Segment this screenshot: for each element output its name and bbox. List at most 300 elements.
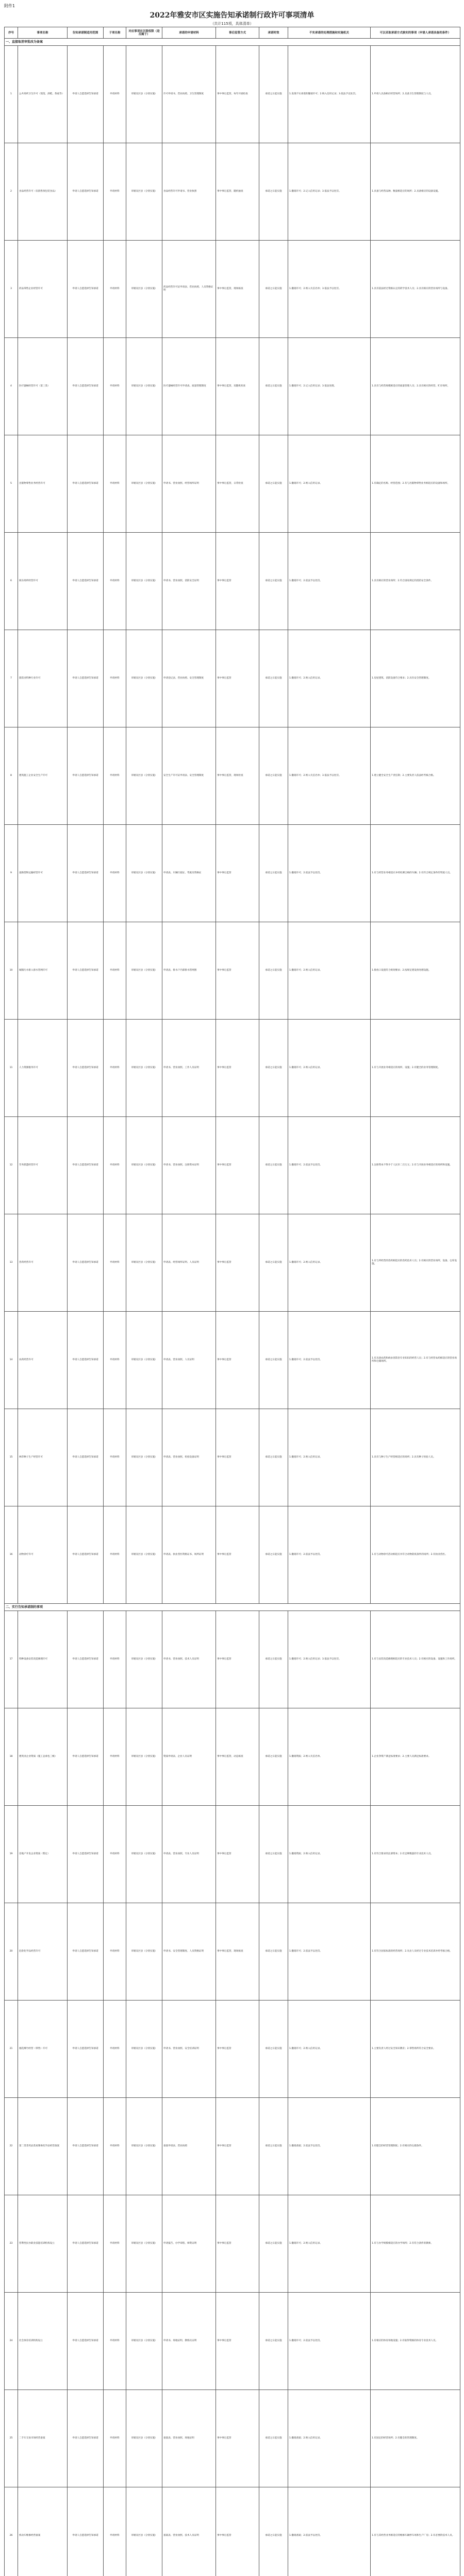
cell-supervision: 事中事后监管 xyxy=(216,1117,259,1214)
header-cell: 告知承诺制适用范围 xyxy=(68,27,104,39)
cell-verify: 1.有与所经营的兽药相适应的兽药技术人员；2.有相应的营业场所、设备、仓库设施。 xyxy=(371,1214,460,1312)
cell-time: 承诺之日起实施 xyxy=(259,1409,288,1506)
cell-supervision: 事中事后监管，动态核查 xyxy=(216,1708,259,1806)
cell-supervision: 事中事后监管 xyxy=(216,1611,259,1708)
cell-supervision: 事中事后监管 xyxy=(216,2098,259,2195)
cell-scope: 申请人自愿选择告知承诺 xyxy=(68,1020,104,1117)
cell-scope: 申请人自愿选择告知承诺 xyxy=(68,241,104,338)
cell-supervision: 事中事后监管 xyxy=(216,2487,259,2576)
cell-measure: 1.撤销许可；2.依法予以处罚。 xyxy=(288,2293,371,2390)
cell-time: 承诺之日起实施 xyxy=(259,2293,288,2390)
cell-scope: 申请人自愿选择告知承诺 xyxy=(68,2390,104,2487)
cell-scope: 申请人自愿选择告知承诺 xyxy=(68,2487,104,2576)
table-row xyxy=(5,2487,460,2576)
cell-measure: 1.撤销资质；2.纳入信用记录。 xyxy=(288,1806,371,1903)
cell-verify: 1.房屋建筑、消防设备符合要求；2.具有安全管理制度。 xyxy=(371,630,460,727)
cell-name: 特种设备安装改造修理许可 xyxy=(18,1611,68,1708)
cell-scope: 申请人自愿选择告知承诺 xyxy=(68,338,104,435)
cell-no: 2 xyxy=(5,143,18,241)
cell-time: 承诺之日起实施 xyxy=(259,1708,288,1806)
cell-verify: 1.建立健全安全生产责任制；2.主要负责人依法经考核合格。 xyxy=(371,727,460,825)
cell-materials: 申请书、营业执照、经营场所证明 xyxy=(162,435,216,533)
cell-measure: 1.撤销备案；2.纳入信用记录。 xyxy=(288,2390,371,2487)
cell-verify: 1.排放口设置符合规划要求；2.按规定建设预处理设施。 xyxy=(371,922,460,1020)
cell-supervision: 事中事后监管 xyxy=(216,1020,259,1117)
table-row xyxy=(5,338,460,435)
cell-time: 承诺之日起实施 xyxy=(259,1117,288,1214)
section-label: 一、直接取消审批改为备案 xyxy=(5,39,460,46)
section-header-row xyxy=(5,1604,460,1611)
cell-level: 市级及区县（分别实施） xyxy=(126,1020,162,1117)
cell-time: 承诺之日起实施 xyxy=(259,2001,288,2098)
cell-sub: 申请材料 xyxy=(104,2098,126,2195)
cell-level: 市级及区县（分别实施） xyxy=(126,1903,162,2001)
cell-supervision: 事中事后监管 xyxy=(216,1409,259,1506)
cell-time: 承诺之日起实施 xyxy=(259,1214,288,1312)
cell-supervision: 事中事后监管 xyxy=(216,2195,259,2293)
table-row xyxy=(5,435,460,533)
cell-scope: 申请人自愿选择告知承诺 xyxy=(68,1903,104,2001)
cell-sub: 申请材料 xyxy=(104,1214,126,1312)
cell-measure: 1.撤销备案；2.依法予以处罚。 xyxy=(288,2487,371,2576)
cell-supervision: 事中事后监管，现场核查 xyxy=(216,241,259,338)
cell-no: 16 xyxy=(5,1506,18,1604)
cell-materials: 申请书、营业执照、安全培训证明 xyxy=(162,2001,216,2098)
cell-scope: 申请人自愿选择告知承诺 xyxy=(68,435,104,533)
cell-time: 承诺之日起实施 xyxy=(259,1806,288,1903)
table-row xyxy=(5,46,460,143)
cell-materials: 申请报告、办学章程、师资证明 xyxy=(162,2195,216,2293)
cell-time: 承诺之日起实施 xyxy=(259,825,288,922)
cell-materials: 资质申请表、企业人员证明 xyxy=(162,1708,216,1806)
cell-verify: 1.具备与经营品种、数量相适应的场所；2.具备相应的设备设施。 xyxy=(371,143,460,241)
cell-no: 15 xyxy=(5,1409,18,1506)
cell-sub: 申请材料 xyxy=(104,1409,126,1506)
cell-no: 8 xyxy=(5,727,18,825)
cell-no: 23 xyxy=(5,2195,18,2293)
cell-materials: 许可申请书、营业执照、卫生管理制度 xyxy=(162,46,216,143)
table-row xyxy=(5,2390,460,2487)
cell-no: 1 xyxy=(5,46,18,143)
cell-materials: 申请书、营业执照、注册资本证明 xyxy=(162,1117,216,1214)
cell-measure: 1.撤销许可；2.纳入失信名单；3.依法予以处罚。 xyxy=(288,241,371,338)
cell-level: 市级及区县（分别实施） xyxy=(126,1506,162,1604)
cell-materials: 医疗器械经营许可申请表、质量管理制度 xyxy=(162,338,216,435)
cell-supervision: 事中事后监管 xyxy=(216,825,259,922)
cell-level: 市级及区县（分别实施） xyxy=(126,435,162,533)
header-cell: 事项名称 xyxy=(18,27,68,39)
cell-verify: 1.有与经营业务相适应并经检测合格的车辆；2.有符合规定条件的驾驶人员。 xyxy=(371,825,460,922)
cell-sub: 申请材料 xyxy=(104,46,126,143)
cell-materials: 申请表、营业执照、专业人员证明 xyxy=(162,1806,216,1903)
cell-measure: 1.撤销许可；2.纳入信用记录。 xyxy=(288,922,371,1020)
cell-scope: 申请人自愿选择告知承诺 xyxy=(68,46,104,143)
header-cell: 对应事项在区级权限（是否属于） xyxy=(126,27,162,39)
cell-name: 旅馆业特种行业许可 xyxy=(18,630,68,727)
cell-scope: 申请人自愿选择告知承诺 xyxy=(68,1312,104,1409)
table-row xyxy=(5,1117,460,1214)
cell-materials: 申请表、营业执照、检验设备证明 xyxy=(162,1409,216,1506)
cell-level: 市级及区县（分别实施） xyxy=(126,241,162,338)
cell-verify: 1.有符合要求的注册资本；2.有足够数量的专业技术人员。 xyxy=(371,1806,460,1903)
cell-verify: 1.有健全的经营管理制度；2.有相应的仓储条件。 xyxy=(371,2098,460,2195)
cell-verify: 1.有固定的经营场所；2.有健全的管理制度。 xyxy=(371,2390,460,2487)
cell-no: 4 xyxy=(5,338,18,435)
cell-verify: 1.有与开展业务相适应的场所、设施；2.有健全的业务管理制度。 xyxy=(371,1020,460,1117)
cell-sub: 申请材料 xyxy=(104,1806,126,1903)
cell-sub: 申请材料 xyxy=(104,338,126,435)
cell-sub: 申请材料 xyxy=(104,1903,126,2001)
cell-time: 承诺之日起实施 xyxy=(259,533,288,630)
cell-materials: 申请表、经营场所证明、人员证明 xyxy=(162,1214,216,1312)
permit-table xyxy=(4,27,460,2576)
table-row xyxy=(5,1806,460,1903)
cell-name: 农药经营许可 xyxy=(18,1312,68,1409)
cell-no: 25 xyxy=(5,2390,18,2487)
cell-verify: 1.有与其经营业务相适应的维修车辆停车场和生产厂房；2.有必要的技术人员。 xyxy=(371,2487,460,2576)
cell-scope: 申请人自愿选择告知承诺 xyxy=(68,727,104,825)
cell-measure: 1.撤销许可；2.纳入信用记录。 xyxy=(288,2001,371,2098)
cell-level: 市级及区县（分别实施） xyxy=(126,2001,162,2098)
cell-time: 承诺之日起实施 xyxy=(259,2487,288,2576)
cell-level: 市级及区县（分别实施） xyxy=(126,1708,162,1806)
cell-name: 社会体育培训机构设立 xyxy=(18,2293,68,2390)
table-row xyxy=(5,727,460,825)
cell-no: 21 xyxy=(5,2001,18,2098)
table-row xyxy=(5,2001,460,2098)
cell-level: 市级及区县（分别实施） xyxy=(126,1806,162,1903)
cell-time: 承诺之日起实施 xyxy=(259,1903,288,2001)
cell-name: 危险化学品经营许可 xyxy=(18,1903,68,2001)
cell-supervision: 事中事后监管，随机抽查 xyxy=(216,143,259,241)
cell-verify: 1.有相应的体育场地设施；2.有取得资格的体育专业技术人员。 xyxy=(371,2293,460,2390)
table-row xyxy=(5,1611,460,1708)
cell-name: 医疗器械经营许可（第三类） xyxy=(18,338,68,435)
cell-sub: 申请材料 xyxy=(104,241,126,338)
cell-supervision: 事中事后监管 xyxy=(216,1312,259,1409)
cell-measure: 1.撤销许可；2.依法予以处罚。 xyxy=(288,1506,371,1604)
cell-level: 市级及区县（分别实施） xyxy=(126,2195,162,2293)
cell-scope: 申请人自愿选择告知承诺 xyxy=(68,922,104,1020)
cell-measure: 1.撤销许可；2.纳入信用记录。 xyxy=(288,630,371,727)
cell-level: 市级及区县（分别实施） xyxy=(126,2487,162,2576)
cell-no: 19 xyxy=(5,1806,18,1903)
cell-verify: 1.有与安装改造修理相适应的专业技术人员；2.有相应的设备、设施和工作场所。 xyxy=(371,1611,460,1708)
cell-name: 食品经营许可（仅销售预包装食品） xyxy=(18,143,68,241)
cell-materials: 安全生产许可证申请表、安全管理制度 xyxy=(162,727,216,825)
cell-supervision: 事中事后监管，每年开展检查 xyxy=(216,46,259,143)
cell-time: 承诺之日起实施 xyxy=(259,1020,288,1117)
cell-level: 市级及区县（分别实施） xyxy=(126,1611,162,1708)
cell-sub: 申请材料 xyxy=(104,1117,126,1214)
cell-level: 市级及区县（分别实施） xyxy=(126,533,162,630)
cell-scope: 申请人自愿选择告知承诺 xyxy=(68,630,104,727)
section-header-row xyxy=(5,39,460,46)
document-subtitle: （共计115项，具体清单） xyxy=(210,22,254,26)
cell-supervision: 事中事后监管 xyxy=(216,922,259,1020)
cell-measure: 1.撤销许可；2.记入信用记录；3.依法处理。 xyxy=(288,338,371,435)
cell-no: 7 xyxy=(5,630,18,727)
cell-verify: 1.具有与种子生产经营相适应的场所；2.具有种子检验人员。 xyxy=(371,1409,460,1506)
table-header-row xyxy=(5,27,460,39)
cell-sub: 申请材料 xyxy=(104,1611,126,1708)
header-cell: 事后监管方式 xyxy=(216,27,259,39)
cell-level: 市级及区县（分别实施） xyxy=(126,46,162,143)
cell-time: 承诺之日起实施 xyxy=(259,1506,288,1604)
cell-measure: 1.撤销许可；2.纳入信用记录。 xyxy=(288,2195,371,2293)
cell-no: 12 xyxy=(5,1117,18,1214)
cell-scope: 申请人自愿选择告知承诺 xyxy=(68,2293,104,2390)
cell-level: 市级及区县（分别实施） xyxy=(126,143,162,241)
cell-name: 二手车交易市场经营备案 xyxy=(18,2390,68,2487)
cell-scope: 申请人自愿选择告知承诺 xyxy=(68,143,104,241)
header-cell: 不实承诺的处理措施和实施机关 xyxy=(288,27,371,39)
cell-materials: 备案申请表、营业执照 xyxy=(162,2098,216,2195)
cell-verify: 1.有与动物诊疗活动相适应并符合动物防疫条件的场所；2.有执业兽医。 xyxy=(371,1506,460,1604)
cell-no: 20 xyxy=(5,1903,18,2001)
cell-no: 10 xyxy=(5,922,18,1020)
cell-materials: 申请登记表、营业执照、安全管理制度 xyxy=(162,630,216,727)
cell-sub: 申请材料 xyxy=(104,2390,126,2487)
table-row xyxy=(5,1903,460,2001)
cell-verify: 1.申请人具备相应经营场所；2.具备卫生管理制度与人员。 xyxy=(371,46,460,143)
cell-supervision: 事中事后监管 xyxy=(216,533,259,630)
table-row xyxy=(5,1409,460,1506)
cell-no: 14 xyxy=(5,1312,18,1409)
cell-materials: 申请表、执业兽医资格证书、场所证明 xyxy=(162,1506,216,1604)
cell-sub: 申请材料 xyxy=(104,630,126,727)
cell-verify: 1.具有依法经过资格认定的药学技术人员；2.具有相应的营业场所与设备。 xyxy=(371,241,460,338)
cell-no: 6 xyxy=(5,533,18,630)
cell-measure: 1.撤销许可；2.依法予以处罚。 xyxy=(288,1903,371,2001)
table-row xyxy=(5,143,460,241)
cell-name: 兽药经营许可 xyxy=(18,1214,68,1312)
cell-level: 市级及区县（分别实施） xyxy=(126,2098,162,2195)
header-cell: 承诺时效 xyxy=(259,27,288,39)
cell-scope: 申请人自愿选择告知承诺 xyxy=(68,1708,104,1806)
cell-name: 机动车维修经营备案 xyxy=(18,2487,68,2576)
cell-time: 承诺之日起实施 xyxy=(259,1611,288,1708)
cell-no: 22 xyxy=(5,2098,18,2195)
header-cell: 子项名称 xyxy=(104,27,126,39)
cell-name: 道路货物运输经营许可 xyxy=(18,825,68,922)
cell-verify: 1.主要负责人经过安全知识教育；2.零售场所符合安全要求。 xyxy=(371,2001,460,2098)
cell-name: 林草种子生产经营许可 xyxy=(18,1409,68,1506)
cell-sub: 申请材料 xyxy=(104,2195,126,2293)
cell-measure: 1.撤销许可；2.纳入信用记录；3.依法予以处罚。 xyxy=(288,1611,371,1708)
cell-name: 公共场所卫生许可（饭馆、酒吧、茶座等） xyxy=(18,46,68,143)
cell-materials: 药品经营许可证申请表、营业执照、人员资格证明 xyxy=(162,241,216,338)
cell-level: 市级及区县（分别实施） xyxy=(126,1117,162,1214)
cell-time: 承诺之日起实施 xyxy=(259,2098,288,2195)
cell-supervision: 事中事后监管，双随机检查 xyxy=(216,338,259,435)
cell-measure: 1.撤销许可；2.依法予以处罚。 xyxy=(288,533,371,630)
cell-scope: 申请人自愿选择告知承诺 xyxy=(68,2001,104,2098)
cell-supervision: 事中事后监管 xyxy=(216,2293,259,2390)
table-row xyxy=(5,533,460,630)
cell-time: 承诺之日起实施 xyxy=(259,727,288,825)
cell-materials: 申请书、营业执照、工作人员证明 xyxy=(162,1020,216,1117)
cell-time: 承诺之日起实施 xyxy=(259,2195,288,2293)
cell-supervision: 事中事后监管，现场检查 xyxy=(216,727,259,825)
cell-measure: 1.撤销许可；2.纳入信用记录。 xyxy=(288,1214,371,1312)
cell-level: 市级及区县（分别实施） xyxy=(126,630,162,727)
cell-name: 娱乐场所经营许可 xyxy=(18,533,68,630)
cell-sub: 申请材料 xyxy=(104,435,126,533)
cell-scope: 申请人自愿选择告知承诺 xyxy=(68,1117,104,1214)
cell-materials: 申请书、营业执照、技术人员证明 xyxy=(162,1611,216,1708)
cell-sub: 申请材料 xyxy=(104,1312,126,1409)
cell-measure: 1.撤销许可；2.依法予以处罚。 xyxy=(288,825,371,922)
cell-scope: 申请人自愿选择告知承诺 xyxy=(68,825,104,922)
cell-name: 人力资源服务许可 xyxy=(18,1020,68,1117)
cell-sub: 申请材料 xyxy=(104,2293,126,2390)
cell-materials: 申请表、车辆行驶证、驾驶员资格证 xyxy=(162,825,216,922)
cell-materials: 申请表、排水户内部排水管网图 xyxy=(162,922,216,1020)
cell-sub: 申请材料 xyxy=(104,1506,126,1604)
cell-sub: 申请材料 xyxy=(104,1708,126,1806)
cell-scope: 申请人自愿选择告知承诺 xyxy=(68,533,104,630)
cell-measure: 1.撤销许可；2.记入信用记录；3.依法予以处罚。 xyxy=(288,143,371,241)
cell-materials: 申请书、场地证明、教练员证明 xyxy=(162,2293,216,2390)
cell-time: 承诺之日起实施 xyxy=(259,338,288,435)
section-label: 二、实行告知承诺制的事项 xyxy=(5,1604,460,1611)
cell-measure: 1.撤销备案；2.依法予以处罚。 xyxy=(288,2098,371,2195)
cell-no: 11 xyxy=(5,1020,18,1117)
cell-no: 18 xyxy=(5,1708,18,1806)
cell-no: 17 xyxy=(5,1611,18,1708)
cell-verify: 1.企业净资产满足标准要求；2.主要人员满足标准要求。 xyxy=(371,1708,460,1806)
cell-verify: 1.具有与经营规模相适应的质量管理人员；2.具有相应的经营、贮存场所。 xyxy=(371,338,460,435)
header-cell: 承诺的申请材料 xyxy=(162,27,216,39)
table-row xyxy=(5,241,460,338)
cell-level: 市级及区县（分别实施） xyxy=(126,1409,162,1506)
cell-sub: 申请材料 xyxy=(104,143,126,241)
cell-scope: 申请人自愿选择告知承诺 xyxy=(68,1409,104,1506)
cell-sub: 申请材料 xyxy=(104,727,126,825)
document-title: 2022年雅安市区实施告知承诺制行政许可事项清单 xyxy=(150,11,314,20)
cell-no: 5 xyxy=(5,435,18,533)
table-row xyxy=(5,1708,460,1806)
cell-name: 建筑业企业资质（施工总承包三级） xyxy=(18,1708,68,1806)
cell-name: 劳务派遣经营许可 xyxy=(18,1117,68,1214)
cell-sub: 申请材料 xyxy=(104,825,126,922)
cell-supervision: 事中事后监管，日常检查 xyxy=(216,435,259,533)
attachment-label: 附件1 xyxy=(4,4,15,8)
cell-materials: 申请表、营业执照、人员证明 xyxy=(162,1312,216,1409)
cell-supervision: 事中事后监管 xyxy=(216,2001,259,2098)
cell-name: 药品零售企业经营许可 xyxy=(18,241,68,338)
cell-scope: 申请人自愿选择告知承诺 xyxy=(68,1214,104,1312)
table-row xyxy=(5,1020,460,1117)
table-row xyxy=(5,1214,460,1312)
cell-verify: 1.具有相应的营业场所；2.符合国家规定的消防安全条件。 xyxy=(371,533,460,630)
cell-scope: 申请人自愿选择告知承诺 xyxy=(68,1506,104,1604)
cell-name: 出版物零售业务经营许可 xyxy=(18,435,68,533)
cell-verify: 1.有与办学规模相适应的办学场所；2.有符合条件的教师。 xyxy=(371,2195,460,2293)
cell-measure: 1.发现不实承诺的撤销许可；2.纳入信用记录；3.依法予以处罚。 xyxy=(288,46,371,143)
cell-scope: 申请人自愿选择告知承诺 xyxy=(68,1806,104,1903)
table-row xyxy=(5,2195,460,2293)
cell-name: 建筑施工企业安全生产许可 xyxy=(18,727,68,825)
cell-time: 承诺之日起实施 xyxy=(259,922,288,1020)
table-row xyxy=(5,2098,460,2195)
cell-measure: 1.撤销资质；2.纳入失信名单。 xyxy=(288,1708,371,1806)
cell-time: 承诺之日起实施 xyxy=(259,435,288,533)
cell-measure: 1.撤销许可；2.纳入信用记录。 xyxy=(288,1409,371,1506)
table-row xyxy=(5,1506,460,1604)
cell-sub: 申请材料 xyxy=(104,2001,126,2098)
cell-supervision: 事中事后监管 xyxy=(216,1806,259,1903)
cell-measure: 1.撤销许可；2.纳入失信名单；3.依法予以处罚。 xyxy=(288,727,371,825)
header-cell: 序号 xyxy=(5,27,18,39)
table-row xyxy=(5,2293,460,2390)
cell-sub: 申请材料 xyxy=(104,1020,126,1117)
cell-time: 承诺之日起实施 xyxy=(259,2390,288,2487)
cell-sub: 申请材料 xyxy=(104,922,126,1020)
cell-scope: 申请人自愿选择告知承诺 xyxy=(68,2195,104,2293)
cell-materials: 食品经营许可申请书、营业执照 xyxy=(162,143,216,241)
cell-no: 24 xyxy=(5,2293,18,2390)
cell-level: 市级及区县（分别实施） xyxy=(126,1312,162,1409)
cell-verify: 1.注册资本不得少于人民币二百万元；2.有与开展业务相适应的场所和设施。 xyxy=(371,1117,460,1214)
cell-name: 城镇污水排入排水管网许可 xyxy=(18,922,68,1020)
cell-measure: 1.撤销许可；2.依法予以处罚。 xyxy=(288,1312,371,1409)
cell-time: 承诺之日起实施 xyxy=(259,1312,288,1409)
cell-no: 9 xyxy=(5,825,18,922)
cell-time: 承诺之日起实施 xyxy=(259,241,288,338)
table-row xyxy=(5,922,460,1020)
cell-scope: 申请人自愿选择告知承诺 xyxy=(68,1611,104,1708)
cell-sub: 申请材料 xyxy=(104,2487,126,2576)
table-body xyxy=(5,39,460,2576)
header-cell: 可以采取承诺方式核实的事项（申请人承诺具备的条件） xyxy=(371,27,460,39)
cell-measure: 1.撤销许可；2.纳入信用记录。 xyxy=(288,435,371,533)
cell-materials: 备案表、营业执照、场地证明 xyxy=(162,2390,216,2487)
cell-level: 市级及区县（分别实施） xyxy=(126,825,162,922)
cell-time: 承诺之日起实施 xyxy=(259,46,288,143)
cell-measure: 1.撤销许可；2.依法予以处罚。 xyxy=(288,1117,371,1214)
cell-verify: 1.有具备农药和病虫害防治专业知识的经营人员；2.有与经营农药相适应的营业场所和仓储场所。 xyxy=(371,1312,460,1409)
cell-name: 烟花爆竹经营（零售）许可 xyxy=(18,2001,68,2098)
cell-supervision: 事中事后监管 xyxy=(216,1506,259,1604)
cell-no: 3 xyxy=(5,241,18,338)
cell-name: 营利性民办职业技能培训机构设立 xyxy=(18,2195,68,2293)
table-row xyxy=(5,630,460,727)
cell-materials: 申请书、安全管理制度、人员资格证明 xyxy=(162,1903,216,2001)
cell-name: 房地产开发企业资质（暂定） xyxy=(18,1806,68,1903)
cell-materials: 备案表、营业执照、技术人员证明 xyxy=(162,2487,216,2576)
cell-materials: 申请书、营业执照、消防安全证明 xyxy=(162,533,216,630)
cell-verify: 1.有确定的名称、经营范围；2.有与出版物零售业务相适应的设备和场所。 xyxy=(371,435,460,533)
table-row xyxy=(5,825,460,922)
cell-time: 承诺之日起实施 xyxy=(259,630,288,727)
cell-name: 动物诊疗许可 xyxy=(18,1506,68,1604)
cell-level: 市级及区县（分别实施） xyxy=(126,338,162,435)
cell-time: 承诺之日起实施 xyxy=(259,143,288,241)
table-row xyxy=(5,1312,460,1409)
cell-supervision: 事中事后监管 xyxy=(216,1214,259,1312)
cell-no: 13 xyxy=(5,1214,18,1312)
cell-supervision: 事中事后监管 xyxy=(216,2390,259,2487)
cell-measure: 1.撤销许可；2.纳入信用记录。 xyxy=(288,1020,371,1117)
cell-level: 市级及区县（分别实施） xyxy=(126,922,162,1020)
cell-supervision: 事中事后监管 xyxy=(216,630,259,727)
cell-level: 市级及区县（分别实施） xyxy=(126,2390,162,2487)
cell-verify: 1.有符合国家标准的经营场所；2.从业人员经过专业技术培训并经考核合格。 xyxy=(371,1903,460,2001)
cell-supervision: 事中事后监管，现场核查 xyxy=(216,1903,259,2001)
cell-no: 26 xyxy=(5,2487,18,2576)
